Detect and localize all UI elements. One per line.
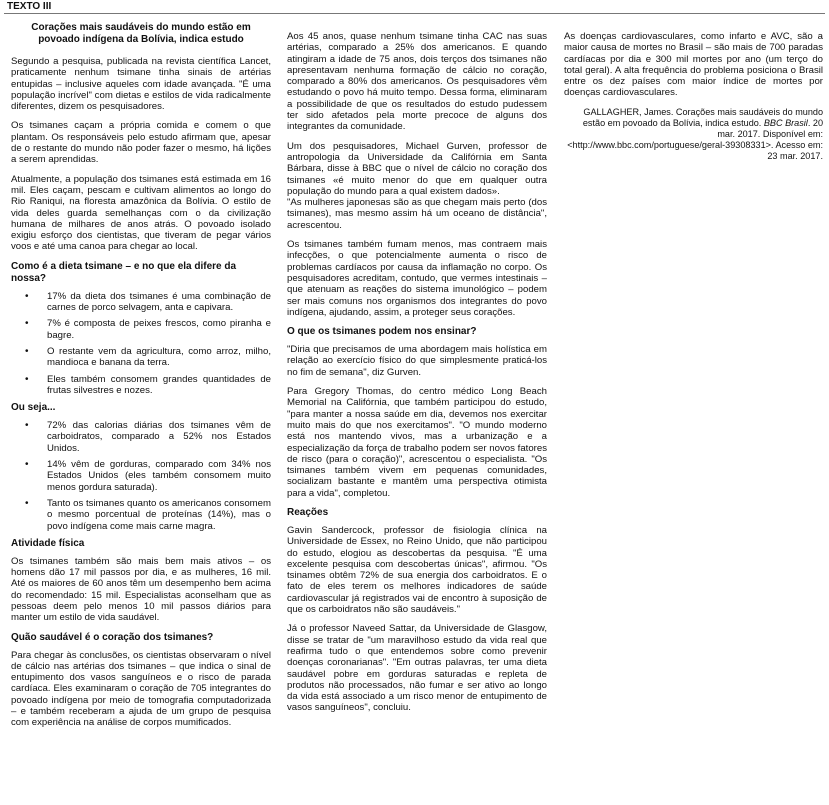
- paragraph: Gavin Sandercock, professor de fisiologia clínica na Universidade de Essex, no Reino Unido, que não participou do estudo, elogiou as descobertas da pesquisa. "É uma excelente pesquisa com descobertas únicas", afirmou. "Os tsinames obtêm 72% de sua energia dos carboidratos. E o fato de eles terem os melhores indicadores de saúde cardiovascular já registrados vai de encontro à suposição de que os carboidratos não são saudáveis.": [287, 524, 547, 616]
- list-item: • 14% vêm de gorduras, comparado com 34% nos Estados Unidos (eles também consomem muito menos gordura saturada).: [11, 459, 271, 493]
- list-item: • O restante vem da agricultura, como arroz, milho, mandioca e banana da terra.: [11, 346, 271, 369]
- citation-source: BBC Brasil: [763, 117, 808, 128]
- column-3: [564, 31, 823, 162]
- column-2: [287, 31, 547, 722]
- paragraph: Segundo a pesquisa, publicada na revista científica Lancet, praticamente nenhum tsimane tinha sinais de artérias entupidas – inclusive aqueles com idade avançada. "É uma população incrível" com dietas e estilos de vida radicalmente diferentes, dizem os pesquisadores.: [11, 56, 271, 113]
- paragraph: Para chegar às conclusões, os cientistas observaram o nível de cálcio nas artérias dos tsimanes – que indica o sinal de entupimento dos vasos sanguíneos e o risco de parada cardíaca. Eles examinaram o coração de 705 integrantes do povoado indígena por meio de tomografia computadorizada – e também receberam a ajuda de um grupo de pesquisa com experiência na análise de corpos mumificados.: [11, 649, 271, 729]
- paragraph: Um dos pesquisadores, Michael Gurven, professor de antropologia da Universidade da Califórnia em Santa Bárbara, disse à BBC que o nível de cálcio no coração dos tsimanes «é muito menor do que em qualquer outra população do mundo para a qual existem dados».: [287, 140, 547, 197]
- paragraph: "Diria que precisamos de uma abordagem mais holística em relação ao exercício físico do que simplesmente praticá-los no fim de semana", diz Gurven.: [287, 344, 547, 378]
- paragraph: Já o professor Naveed Sattar, da Universidade de Glasgow, disse se tratar de "um maravilhoso estudo da vida real que reafirma tudo o que entendemos sobre como prevenir doenças coronarianas". "Em outras palavras, ter uma dieta saudável pobre em gorduras saturadas e repleta de produtos não processados, não fumar e ser ativo ao longo da vida está associado a um risco menor de entupimento de vasos sanguíneos", concluiu.: [287, 623, 547, 714]
- paragraph: Os tsimanes também fumam menos, mas contraem mais infecções, o que potencialmente aumenta o risco de problemas cardíacos por causa da inflamação no corpo. Os pesquisadores acreditam, contudo, que vermes intestinais – que atenuam as reações do sistema imunológico – podem ser mais comuns nos organismos dos integrantes do povo indígena, ajudando, assim, a proteger seus corações.: [287, 239, 547, 318]
- section-heading: Quão saudável é o coração dos tsimanes?: [11, 631, 214, 643]
- citation: [564, 107, 823, 162]
- section-label: TEXTO III: [7, 1, 52, 12]
- list-item: • 17% da dieta dos tsimanes é uma combinação de carnes de porco selvagem, anta e capivara.: [11, 291, 271, 314]
- paragraph: "As mulheres japonesas são as que chegam mais perto (dos tsimanes), mas mesmo assim há um oceano de distância", acrescentou.: [287, 197, 547, 231]
- list-item: • 7% é composta de peixes frescos, como piranha e bagre.: [11, 318, 271, 341]
- paragraph: Os tsimanes caçam a própria comida e comem o que plantam. Os responsáveis pelo estudo afirmam que, apesar de o restante do mundo não poder fazer o mesmo, há lições a serem aprendidas.: [11, 120, 271, 166]
- citation-text: GALLAGHER, James. Corações mais saudáveis do mundo estão em povoado da Bolívia, indica estudo.: [582, 106, 823, 128]
- column-1: [11, 22, 271, 737]
- comparison-list: [11, 420, 271, 532]
- list-item: • 72% das calorias diárias dos tsimanes vêm de carboidratos, comparado a 52% nos Estados Unidos.: [11, 420, 271, 454]
- section-heading: Atividade física: [11, 537, 85, 549]
- header-divider: [4, 13, 825, 14]
- section-heading: Ou seja...: [11, 402, 56, 414]
- paragraph: Para Gregory Thomas, do centro médico Long Beach Memorial na Califórnia, que também participou do estudo, "para manter a nossa saúde em dia, devemos nos exercitar muito mais do que nos exercitamos". "O mundo moderno está nos mantendo vivos, mas a urbanização e a especialização da força de trabalho podem ser novos fatores de risco (para o coração)", acrescentou o especialista. "Os tsimanes também vivem em pequenas comunidades, socializam bastante e mantêm uma perspectiva otimista para a vida", completou.: [287, 386, 547, 499]
- section-heading: Como é a dieta tsimane – e no que ela difere da nossa?: [11, 260, 237, 284]
- citation-text: . 20 mar. 2017. Disponível em: <http://www.bbc.com/portuguese/geral-39308331>. Acesso em: 23 mar. 2017.: [567, 117, 823, 161]
- paragraph: Aos 45 anos, quase nenhum tsimane tinha CAC nas suas artérias, comparado a 25% dos americanos. E quando atingiram a idade de 75 anos, dois terços dos tsimanes não apresentavam nenhuma formação de cálcio no coração, comparado a 80% dos americanos. Os pesquisadores vêm estudando o povo há muito tempo. Dessa forma, eliminaram a possibilidade de que os resultados do estudo pudessem ter sido afetados pela morte precoce de alguns dos integrantes da comunidade.: [287, 31, 547, 133]
- paragraph: Atualmente, a população dos tsimanes está estimada em 16 mil. Eles caçam, pescam e cultivam alimentos ao longo do Rio Raniqui, na floresta amazônica da Bolívia. O estilo de vida deles guarda semelhanças com o da civilização humana de milhares de anos atrás. O povoado isolado exigiu esforço dos cientistas, que tiveram de pegar vários voos e até uma canoa para chegar ao local.: [11, 173, 271, 253]
- paragraph: Os tsimanes também são mais bem mais ativos – os homens dão 17 mil passos por dia, e as mulheres, 16 mil. Até os maiores de 60 anos têm um desempenho bem acima do recomendado: 15 mil. Especialistas aconselham que as pessoas deem pelo menos 10 mil passos diários para manter um estilo de vida saudável.: [11, 555, 271, 624]
- article-title: Corações mais saudáveis do mundo estão em povoado indígena da Bolívia, indica estudo: [31, 22, 251, 45]
- diet-list: [11, 291, 271, 396]
- section-heading: O que os tsimanes podem nos ensinar?: [287, 326, 477, 338]
- section-heading: Reações: [287, 506, 329, 518]
- paragraph: As doenças cardiovasculares, como infarto e AVC, são a maior causa de mortes no Brasil – são mais de 700 paradas cardíacas por dia e 300 mil mortes por ano (um terço do total geral). A alta frequência do problema posiciona o Brasil entre os dez países com maior índice de mortes por doenças cardiovasculares.: [564, 31, 823, 99]
- list-item: • Tanto os tsimanes quanto os americanos consomem o mesmo porcentual de proteínas (14%), mas o povo indígena come mais carne magra.: [11, 498, 271, 532]
- list-item: • Eles também consomem grandes quantidades de frutas silvestres e nozes.: [11, 374, 271, 397]
